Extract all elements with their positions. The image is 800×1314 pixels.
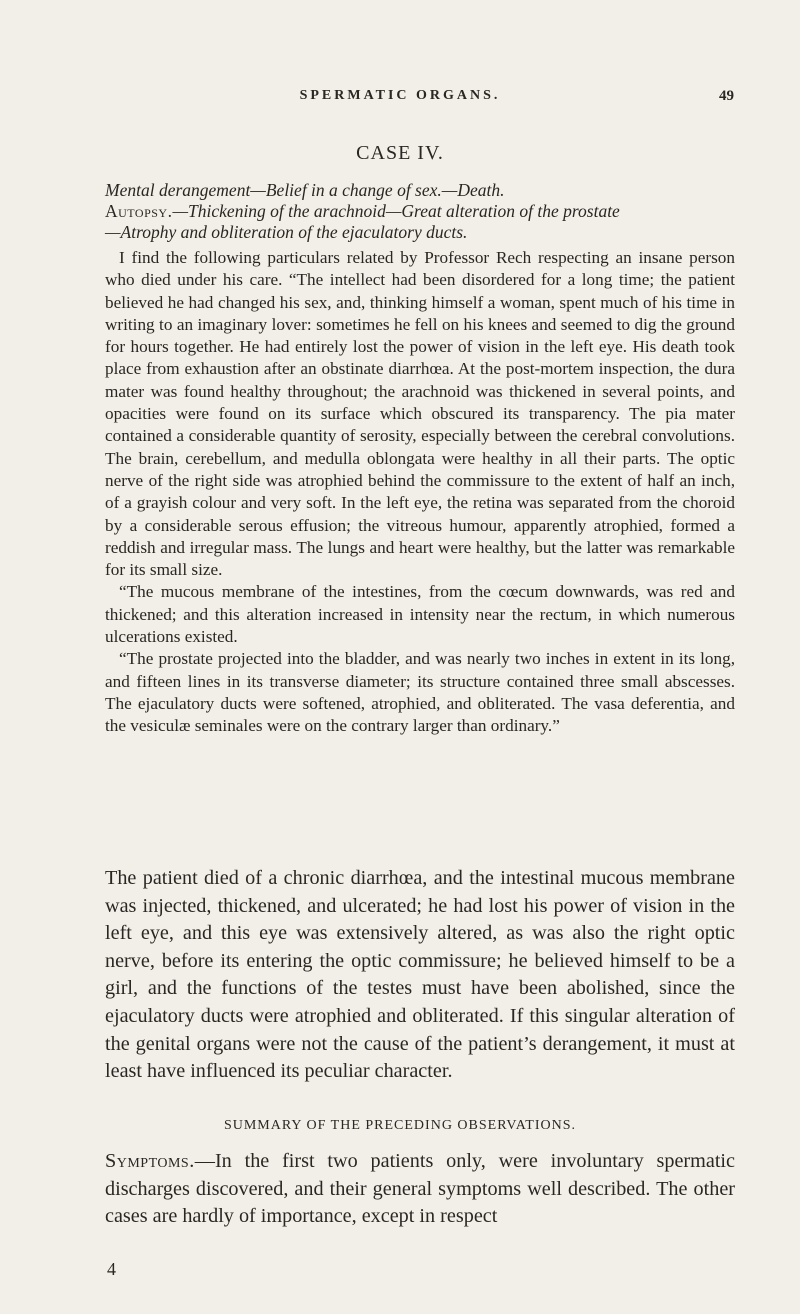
summary-paragraph <box>105 1148 735 1231</box>
quote-paragraph-2: “The mucous membrane of the intestines, from the cœcum downwards, was red and thickened; and this alteration increased in intensity near the rectum, in which numerous ulcerations existed. <box>105 582 735 647</box>
commentary-paragraph: The patient died of a chronic diarrhœa, and the intestinal mucous membrane was injected, thickened, and ulcerated; he had lost his power of vision in the left eye, and this eye was extensively altered, as was also the right optic nerve, before its entering the optic commissure; he believed himself to be a girl, and the functions of the testes must have been abolished, since the ejaculatory ducts were atrophied and obliterated. If this singular alteration of the genital organs were not the cause of the patient’s derangement, it must at least have influenced its peculiar character. <box>105 867 735 1083</box>
case-report-quote <box>105 247 735 738</box>
quote-paragraph-1: I find the following particulars related by Professor Rech respecting an insane person who died under his care. “The intellect had been disordered for a long time; the patient believed he had changed his sex, and, thinking himself a woman, spent much of his time in writing to an imaginary lover: sometimes he fell on his knees and seemed to dig the ground for hours together. He had entirely lost the power of vision in the left eye. His death took place from exhaustion after an obstinate diarrhœa. At the post-mortem inspection, the dura mater was found healthy throughout; the arachnoid was thickened in several points, and opacities were found on its surface which obscured its transparency. The pia mater contained a considerable quantity of serosity, especially between the cerebral convolutions. The brain, cerebellum, and medulla oblongata were healthy in all their parts. The optic nerve of the right side was atrophied behind the commissure to the extent of half an inch, of a grayish colour and very soft. In the left eye, the retina was separated from the choroid by a considerable serous effusion; the vitreous humour, apparently atrophied, formed a reddish and irregular mass. The lungs and heart were healthy, but the latter was remarkable for its small size. <box>105 248 735 580</box>
case-title: CASE IV. <box>356 142 444 164</box>
headline-line-3: —Atrophy and obliteration of the ejaculatory ducts. <box>105 222 468 242</box>
running-title: SPERMATIC ORGANS. <box>299 88 501 103</box>
commentary <box>105 865 735 1086</box>
summary-lead: Symptoms. <box>105 1150 195 1172</box>
page-number: 49 <box>719 88 734 104</box>
case-headline <box>105 180 735 243</box>
summary-text: —In the first two patients only, were involuntary spermatic discharges discovered, and their general symptoms well described. The other cases are hardly of importance, except in respect <box>105 1150 735 1228</box>
autopsy-label: Autopsy. <box>105 201 173 221</box>
headline-line-1: Mental derangement—Belief in a change of sex.—Death. <box>105 180 505 200</box>
signature-mark: 4 <box>107 1259 116 1279</box>
quote-paragraph-3: “The prostate projected into the bladder, and was nearly two inches in extent in its long, and fifteen lines in its transverse diameter; its structure contained three small abscesses. The ejaculatory ducts were softened, atrophied, and obliterated. The vasa deferentia, and the vesiculæ seminales were on the contrary larger than ordinary.” <box>105 649 735 736</box>
running-head <box>0 88 800 110</box>
summary-heading: SUMMARY OF THE PRECEDING OBSERVATIONS. <box>223 1118 577 1133</box>
headline-line-2: —Thickening of the arachnoid—Great alteration of the prostate <box>172 201 620 221</box>
